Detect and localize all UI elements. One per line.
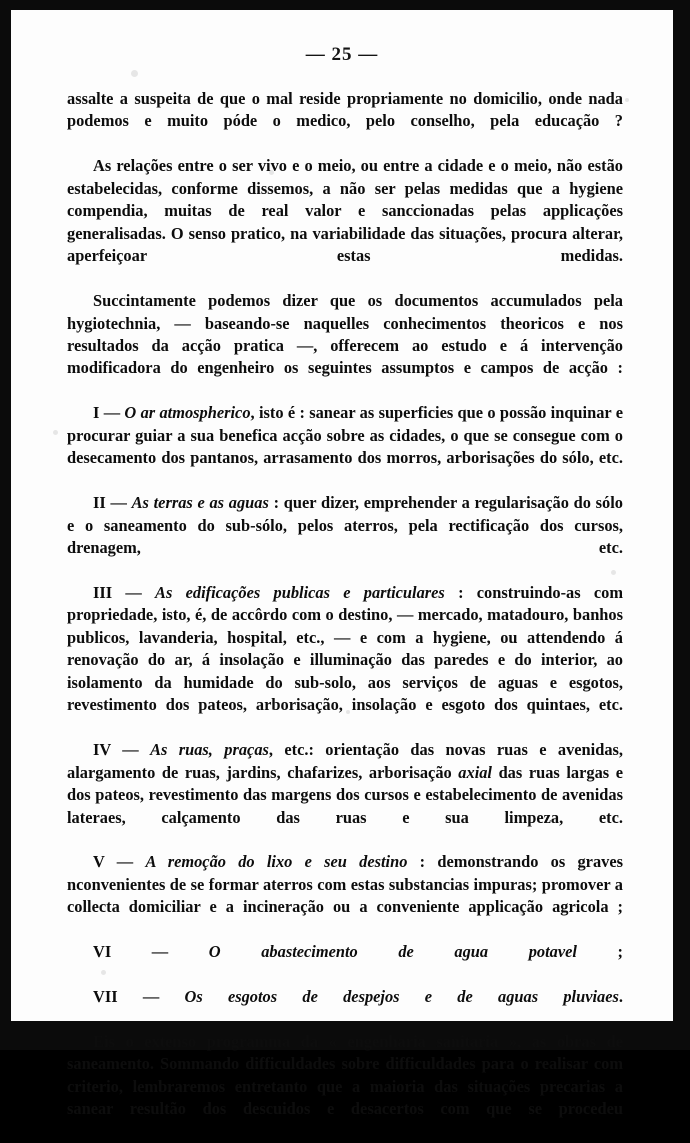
text-run: VII <box>93 987 118 1007</box>
paragraph <box>67 582 623 739</box>
text-run: IV <box>93 740 111 760</box>
paragraph <box>67 739 623 851</box>
text-run: — <box>104 852 146 872</box>
text-run: As edificações publicas e particulares <box>155 582 445 602</box>
paragraph <box>67 492 623 582</box>
text-run: assalte a suspeita de que o mal reside propriamente no domicilio, onde nada podemos e muito póde o medico, pelo conselho, pela educação ? <box>67 89 623 131</box>
text-run: — <box>110 740 151 760</box>
text-run: — <box>112 582 156 602</box>
text-run: — <box>111 942 209 962</box>
text-run: , isto é : sanear as superficies que o possão inquinar e procurar guiar a sua benefica acção sobre as cidades, o que se consegue com o desecamento dos pantanos, arrasamento dos morros, arborisações do sólo, etc. <box>67 403 623 468</box>
text-run: Eis o extenso programma da « engenharia sanitaria », as obras de saneamento. Sommando difficuldades sobre difficuldades para o realisar com criterio, lembraremos entretanto que a maioria das situações precarias a sanear resultão dos descuidos e desacertos com que se procedeu <box>67 1032 623 1119</box>
paragraph <box>67 941 623 986</box>
paragraph <box>67 851 623 941</box>
text-run: — <box>99 403 125 423</box>
text-run: VI <box>93 942 112 962</box>
text-run: — <box>105 493 132 513</box>
text-run: . <box>618 987 623 1007</box>
text-run: O ar atmospherico <box>124 403 251 423</box>
text-run: ; <box>576 942 623 962</box>
text-run: , etc.: orientação das novas ruas e avenidas, alargamento de ruas, jardins, chafarizes, arborisação <box>67 740 624 782</box>
paragraph <box>67 402 623 492</box>
text-run: V <box>93 852 105 872</box>
text-run: As terras e as aguas <box>131 493 269 513</box>
page-number: — 25 — <box>305 44 379 65</box>
text-run: — <box>117 987 185 1007</box>
scan-speck <box>53 430 58 435</box>
text-run: O abastecimento de agua potavel <box>208 942 577 962</box>
text-run: III <box>93 582 113 602</box>
paragraph <box>67 290 623 402</box>
text-run: axial <box>458 762 492 782</box>
text-run: : quer dizer, emprehender a regularisação do sólo e o saneamento do sub-sólo, pelos aterros, pela rectificação dos cursos, drenagem, etc. <box>67 493 623 558</box>
paragraph <box>67 88 623 155</box>
text-run: : construindo-as com propriedade, isto, é, de accôrdo com o destino, — mercado, matadouro, banhos publicos, lavanderia, hospital, etc., — e com a hygiene, ou attendendo á renovação do ar, á insolação e illuminação das paredes e do interior, ao isolamento da humidade do sub-solo, aos serviços de aguas e esgotos, revestimento dos pateos, arborisação, insolação e esgoto dos quintaes, etc. <box>67 582 623 715</box>
text-run: As ruas, praças <box>150 740 269 760</box>
text-run: : demonstrando os graves nconvenientes de se formar aterros com estas substancias impuras; promover a collecta domiciliar e a incineração ou a conveniente applicação agricola ; <box>67 852 624 917</box>
scan-speck <box>131 70 138 77</box>
text-run: II <box>93 493 106 513</box>
paragraph <box>67 986 623 1031</box>
document-page <box>11 10 673 1119</box>
scan-speck <box>625 98 629 102</box>
paragraph <box>67 1031 623 1143</box>
text-run: das ruas largas e dos pateos, revestimento das margens dos cursos e estabelecimento de avenidas lateraes, calçamento das ruas e sua limpeza, etc. <box>67 762 623 827</box>
text-run: A remoção do lixo e seu destino <box>145 852 408 872</box>
paragraph <box>67 155 623 290</box>
text-run: Succintamente podemos dizer que os documentos accumulados pela hygiotechnia, — baseando-se naquelles conhecimentos theoricos e nos resultados da acção pratica —, offerecem ao estudo e á intervenção modificadora do engenheiro os seguintes assumptos e campos de acção : <box>67 291 623 378</box>
body-text-column <box>67 88 623 1143</box>
text-run: As relações entre o ser vivo e o meio, ou entre a cidade e o meio, não estão estabelecidas, conforme dissemos, a não ser pelas medidas que a hygiene compendia, muitas de real valor e sanccionadas pelas applicações generalisadas. O senso pratico, na variabilidade das situações, procura alterar, aperfeiçoar estas medidas. <box>67 156 623 266</box>
text-run: Os esgotos de despejos e de aguas pluviaes <box>184 987 619 1007</box>
text-run: I <box>93 403 100 423</box>
